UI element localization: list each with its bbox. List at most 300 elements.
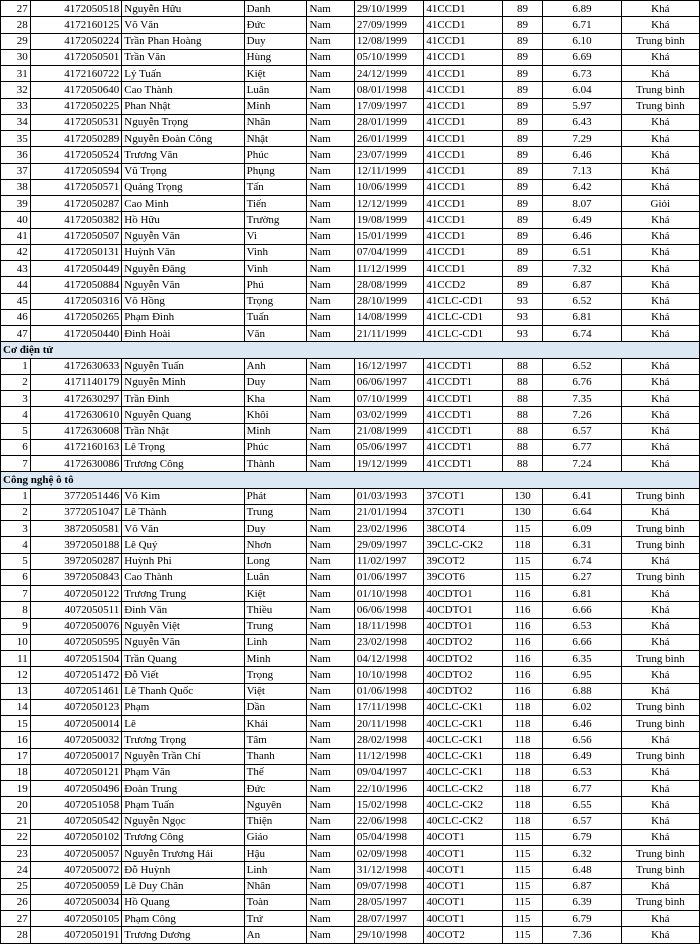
cell-birth-date: 28/05/1997 (354, 894, 423, 910)
table-row (1, 309, 700, 325)
cell-gender: Nam (307, 748, 354, 764)
cell-stt: 28 (1, 17, 31, 33)
cell-gender: Nam (307, 504, 354, 520)
cell-student-id: 4072050076 (30, 618, 122, 634)
cell-rank: Khá (621, 439, 699, 455)
cell-gender: Nam (307, 911, 354, 927)
cell-gender: Nam (307, 196, 354, 212)
cell-birth-date: 29/10/1999 (354, 1, 423, 17)
cell-stt: 35 (1, 131, 31, 147)
cell-last-name: Quảng Trọng (122, 179, 244, 195)
table-row (1, 911, 700, 927)
cell-birth-date: 12/12/1999 (354, 196, 423, 212)
cell-first-name: Trường (244, 212, 307, 228)
cell-credits: 118 (502, 699, 543, 715)
cell-student-id: 4172050287 (30, 196, 122, 212)
cell-gpa: 7.35 (543, 391, 621, 407)
cell-class-code: 41CCD1 (424, 17, 502, 33)
cell-gpa: 6.27 (543, 569, 621, 585)
cell-last-name: Lê Thanh Quốc (122, 683, 244, 699)
cell-gender: Nam (307, 862, 354, 878)
cell-class-code: 41CCDT1 (424, 423, 502, 439)
cell-birth-date: 28/10/1999 (354, 293, 423, 309)
cell-class-code: 40CDTO1 (424, 618, 502, 634)
cell-first-name: Nhân (244, 878, 307, 894)
cell-birth-date: 22/10/1996 (354, 781, 423, 797)
cell-rank: Khá (621, 878, 699, 894)
cell-class-code: 40COT1 (424, 862, 502, 878)
cell-birth-date: 28/07/1997 (354, 911, 423, 927)
cell-last-name: Phạm (122, 699, 244, 715)
cell-student-id: 3772051047 (30, 504, 122, 520)
cell-rank: Trung bình (621, 699, 699, 715)
cell-gpa: 6.79 (543, 829, 621, 845)
cell-gender: Nam (307, 634, 354, 650)
cell-class-code: 41CCDT1 (424, 456, 502, 472)
table-row (1, 781, 700, 797)
cell-gpa: 6.10 (543, 33, 621, 49)
cell-credits: 116 (502, 651, 543, 667)
cell-gpa: 6.42 (543, 179, 621, 195)
cell-birth-date: 29/09/1997 (354, 537, 423, 553)
table-row (1, 66, 700, 82)
cell-stt: 26 (1, 894, 31, 910)
cell-class-code: 40COT1 (424, 894, 502, 910)
cell-gpa: 6.76 (543, 374, 621, 390)
cell-rank: Khá (621, 1, 699, 17)
cell-birth-date: 31/12/1998 (354, 862, 423, 878)
cell-gpa: 6.88 (543, 683, 621, 699)
cell-student-id: 4172630610 (30, 407, 122, 423)
cell-first-name: Vi (244, 228, 307, 244)
cell-last-name: Phạm Đình (122, 309, 244, 325)
table-body (1, 1, 700, 944)
cell-credits: 88 (502, 374, 543, 390)
cell-credits: 115 (502, 553, 543, 569)
cell-gender: Nam (307, 878, 354, 894)
cell-last-name: Đinh Văn (122, 602, 244, 618)
cell-gender: Nam (307, 537, 354, 553)
table-row (1, 261, 700, 277)
cell-gender: Nam (307, 764, 354, 780)
cell-birth-date: 11/12/1998 (354, 748, 423, 764)
cell-gpa: 6.46 (543, 228, 621, 244)
cell-gpa: 6.81 (543, 309, 621, 325)
cell-last-name: Nguyễn Văn (122, 634, 244, 650)
cell-gender: Nam (307, 179, 354, 195)
cell-birth-date: 28/02/1998 (354, 732, 423, 748)
table-row (1, 98, 700, 114)
table-row (1, 196, 700, 212)
cell-stt: 3 (1, 391, 31, 407)
cell-rank: Khá (621, 781, 699, 797)
table-row (1, 244, 700, 260)
cell-student-id: 4072050014 (30, 716, 122, 732)
cell-first-name: An (244, 927, 307, 943)
cell-student-id: 3772051446 (30, 488, 122, 504)
cell-stt: 23 (1, 846, 31, 862)
cell-credits: 115 (502, 911, 543, 927)
cell-first-name: Long (244, 553, 307, 569)
cell-rank: Khá (621, 586, 699, 602)
cell-gender: Nam (307, 846, 354, 862)
cell-first-name: Trung (244, 618, 307, 634)
cell-student-id: 4172050440 (30, 326, 122, 342)
cell-gender: Nam (307, 651, 354, 667)
cell-gpa: 6.57 (543, 813, 621, 829)
cell-rank: Khá (621, 911, 699, 927)
cell-birth-date: 10/10/1998 (354, 667, 423, 683)
cell-first-name: Luân (244, 82, 307, 98)
cell-birth-date: 17/09/1997 (354, 98, 423, 114)
cell-birth-date: 16/12/1997 (354, 358, 423, 374)
cell-student-id: 4072051461 (30, 683, 122, 699)
cell-last-name: Võ Văn (122, 17, 244, 33)
table-row (1, 131, 700, 147)
cell-gender: Nam (307, 391, 354, 407)
cell-stt: 1 (1, 358, 31, 374)
table-row (1, 163, 700, 179)
cell-gpa: 7.26 (543, 407, 621, 423)
cell-last-name: Nguyễn Đăng (122, 261, 244, 277)
table-row (1, 521, 700, 537)
cell-student-id: 4172050501 (30, 49, 122, 65)
cell-rank: Khá (621, 277, 699, 293)
cell-rank: Khá (621, 66, 699, 82)
table-row (1, 391, 700, 407)
cell-stt: 27 (1, 1, 31, 17)
cell-gpa: 6.49 (543, 748, 621, 764)
cell-gender: Nam (307, 456, 354, 472)
cell-stt: 7 (1, 586, 31, 602)
cell-gpa: 6.46 (543, 716, 621, 732)
cell-birth-date: 11/02/1997 (354, 553, 423, 569)
cell-student-id: 4172050449 (30, 261, 122, 277)
cell-gender: Nam (307, 17, 354, 33)
cell-stt: 17 (1, 748, 31, 764)
cell-last-name: Nguyễn Ngọc (122, 813, 244, 829)
cell-stt: 16 (1, 732, 31, 748)
cell-rank: Trung bình (621, 862, 699, 878)
cell-last-name: Cao Minh (122, 196, 244, 212)
cell-stt: 25 (1, 878, 31, 894)
cell-birth-date: 10/06/1999 (354, 179, 423, 195)
cell-credits: 89 (502, 244, 543, 260)
cell-rank: Trung bình (621, 716, 699, 732)
cell-student-id: 4072050057 (30, 846, 122, 862)
cell-rank: Trung bình (621, 488, 699, 504)
cell-gpa: 6.79 (543, 911, 621, 927)
cell-rank: Khá (621, 114, 699, 130)
cell-gender: Nam (307, 894, 354, 910)
cell-birth-date: 26/01/1999 (354, 131, 423, 147)
cell-rank: Khá (621, 927, 699, 943)
cell-first-name: Thanh (244, 748, 307, 764)
cell-birth-date: 23/02/1998 (354, 634, 423, 650)
cell-gender: Nam (307, 488, 354, 504)
cell-first-name: Phú (244, 277, 307, 293)
cell-student-id: 4172050524 (30, 147, 122, 163)
cell-first-name: Vinh (244, 261, 307, 277)
table-row (1, 764, 700, 780)
cell-gpa: 7.36 (543, 927, 621, 943)
cell-rank: Khá (621, 358, 699, 374)
cell-stt: 32 (1, 82, 31, 98)
cell-gpa: 6.81 (543, 586, 621, 602)
cell-stt: 5 (1, 423, 31, 439)
cell-gender: Nam (307, 293, 354, 309)
cell-credits: 89 (502, 179, 543, 195)
cell-student-id: 3872050581 (30, 521, 122, 537)
cell-class-code: 41CLC-CD1 (424, 293, 502, 309)
cell-student-id: 4172050518 (30, 1, 122, 17)
cell-first-name: Tuấn (244, 309, 307, 325)
cell-gpa: 6.53 (543, 764, 621, 780)
cell-gender: Nam (307, 553, 354, 569)
cell-stt: 10 (1, 634, 31, 650)
cell-stt: 36 (1, 147, 31, 163)
cell-credits: 89 (502, 212, 543, 228)
table-row (1, 683, 700, 699)
cell-first-name: Minh (244, 423, 307, 439)
cell-last-name: Trần Nhật (122, 423, 244, 439)
cell-rank: Khá (621, 667, 699, 683)
cell-gpa: 6.77 (543, 439, 621, 455)
cell-gender: Nam (307, 358, 354, 374)
cell-credits: 93 (502, 326, 543, 342)
cell-first-name: Kiệt (244, 586, 307, 602)
table-row (1, 829, 700, 845)
table-row (1, 228, 700, 244)
cell-class-code: 39COT2 (424, 553, 502, 569)
cell-student-id: 3972050843 (30, 569, 122, 585)
cell-stt: 30 (1, 49, 31, 65)
cell-student-id: 4072050059 (30, 878, 122, 894)
cell-class-code: 40CDTO2 (424, 667, 502, 683)
table-row (1, 651, 700, 667)
cell-last-name: Huỳnh Văn (122, 244, 244, 260)
cell-gpa: 6.41 (543, 488, 621, 504)
cell-first-name: Anh (244, 358, 307, 374)
cell-first-name: Trọng (244, 667, 307, 683)
table-row (1, 748, 700, 764)
cell-class-code: 41CCD1 (424, 261, 502, 277)
cell-credits: 118 (502, 748, 543, 764)
cell-last-name: Đinh Hoài (122, 326, 244, 342)
cell-rank: Khá (621, 504, 699, 520)
cell-first-name: Thiện (244, 813, 307, 829)
cell-stt: 42 (1, 244, 31, 260)
cell-gpa: 6.51 (543, 244, 621, 260)
cell-rank: Khá (621, 829, 699, 845)
cell-credits: 89 (502, 66, 543, 82)
cell-gpa: 6.95 (543, 667, 621, 683)
cell-class-code: 40CLC-CK2 (424, 797, 502, 813)
cell-student-id: 4072050191 (30, 927, 122, 943)
cell-credits: 118 (502, 797, 543, 813)
cell-gpa: 6.43 (543, 114, 621, 130)
cell-class-code: 40CDTO2 (424, 651, 502, 667)
cell-class-code: 41CLC-CD1 (424, 309, 502, 325)
cell-gender: Nam (307, 439, 354, 455)
cell-stt: 2 (1, 504, 31, 520)
cell-gender: Nam (307, 781, 354, 797)
cell-student-id: 4172050382 (30, 212, 122, 228)
cell-gender: Nam (307, 586, 354, 602)
cell-credits: 89 (502, 131, 543, 147)
table-row (1, 504, 700, 520)
cell-last-name: Nguyễn Văn (122, 228, 244, 244)
section-header (1, 472, 700, 488)
cell-credits: 88 (502, 358, 543, 374)
cell-last-name: Trần Phan Hoàng (122, 33, 244, 49)
cell-birth-date: 04/12/1998 (354, 651, 423, 667)
cell-stt: 8 (1, 602, 31, 618)
cell-credits: 89 (502, 228, 543, 244)
table-row (1, 732, 700, 748)
cell-last-name: Nguyễn Quang (122, 407, 244, 423)
cell-stt: 45 (1, 293, 31, 309)
cell-gpa: 7.13 (543, 163, 621, 179)
cell-gender: Nam (307, 813, 354, 829)
cell-student-id: 4072050121 (30, 764, 122, 780)
cell-first-name: Minh (244, 651, 307, 667)
cell-gender: Nam (307, 618, 354, 634)
cell-gpa: 6.71 (543, 17, 621, 33)
cell-rank: Khá (621, 309, 699, 325)
cell-first-name: Minh (244, 98, 307, 114)
cell-class-code: 41CCD1 (424, 114, 502, 130)
cell-class-code: 40CDTO2 (424, 634, 502, 650)
cell-last-name: Lê Thành (122, 504, 244, 520)
cell-gpa: 6.48 (543, 862, 621, 878)
cell-credits: 118 (502, 732, 543, 748)
cell-class-code: 41CCD1 (424, 1, 502, 17)
cell-birth-date: 17/11/1998 (354, 699, 423, 715)
cell-class-code: 41CCD1 (424, 147, 502, 163)
cell-gender: Nam (307, 66, 354, 82)
cell-credits: 89 (502, 277, 543, 293)
table-row (1, 358, 700, 374)
cell-credits: 118 (502, 813, 543, 829)
cell-gender: Nam (307, 114, 354, 130)
cell-credits: 115 (502, 569, 543, 585)
table-row (1, 569, 700, 585)
cell-gpa: 6.39 (543, 894, 621, 910)
cell-first-name: Phúc (244, 439, 307, 455)
cell-class-code: 40CLC-CK1 (424, 732, 502, 748)
cell-first-name: Đức (244, 17, 307, 33)
cell-gender: Nam (307, 49, 354, 65)
cell-rank: Khá (621, 732, 699, 748)
table-row (1, 553, 700, 569)
cell-stt: 33 (1, 98, 31, 114)
cell-class-code: 41CCD1 (424, 212, 502, 228)
table-row (1, 927, 700, 943)
cell-rank: Khá (621, 618, 699, 634)
cell-class-code: 41CCD1 (424, 33, 502, 49)
cell-birth-date: 05/04/1998 (354, 829, 423, 845)
cell-birth-date: 21/01/1994 (354, 504, 423, 520)
cell-rank: Khá (621, 423, 699, 439)
table-row (1, 1, 700, 17)
cell-class-code: 40CDTO1 (424, 602, 502, 618)
table-row (1, 49, 700, 65)
cell-student-id: 4172050884 (30, 277, 122, 293)
cell-rank: Trung bình (621, 98, 699, 114)
cell-credits: 115 (502, 829, 543, 845)
cell-class-code: 40CLC-CK1 (424, 764, 502, 780)
cell-student-id: 4072050102 (30, 829, 122, 845)
cell-first-name: Tâm (244, 732, 307, 748)
cell-credits: 116 (502, 683, 543, 699)
cell-birth-date: 15/01/1999 (354, 228, 423, 244)
cell-birth-date: 03/02/1999 (354, 407, 423, 423)
cell-credits: 89 (502, 98, 543, 114)
cell-credits: 116 (502, 602, 543, 618)
cell-last-name: Võ Hồng (122, 293, 244, 309)
cell-last-name: Trương Công (122, 829, 244, 845)
cell-credits: 115 (502, 521, 543, 537)
cell-last-name: Lý Tuấn (122, 66, 244, 82)
cell-student-id: 4072050542 (30, 813, 122, 829)
table-row (1, 602, 700, 618)
cell-first-name: Duy (244, 33, 307, 49)
cell-student-id: 4172160125 (30, 17, 122, 33)
table-row (1, 407, 700, 423)
cell-first-name: Toàn (244, 894, 307, 910)
cell-stt: 4 (1, 407, 31, 423)
cell-last-name: Phan Nhật (122, 98, 244, 114)
cell-first-name: Phúc (244, 147, 307, 163)
cell-class-code: 37COT1 (424, 488, 502, 504)
cell-credits: 118 (502, 781, 543, 797)
cell-student-id: 3972050287 (30, 553, 122, 569)
cell-gender: Nam (307, 927, 354, 943)
cell-last-name: Trương Dương (122, 927, 244, 943)
cell-last-name: Nguyễn Hữu (122, 1, 244, 17)
cell-rank: Khá (621, 212, 699, 228)
cell-last-name: Lê Trọng (122, 439, 244, 455)
cell-birth-date: 28/01/1999 (354, 114, 423, 130)
cell-student-id: 4072050072 (30, 862, 122, 878)
cell-gender: Nam (307, 244, 354, 260)
cell-stt: 1 (1, 488, 31, 504)
cell-rank: Trung bình (621, 537, 699, 553)
cell-class-code: 41CCD1 (424, 131, 502, 147)
cell-first-name: Thiều (244, 602, 307, 618)
cell-student-id: 4072050595 (30, 634, 122, 650)
table-row (1, 846, 700, 862)
cell-stt: 43 (1, 261, 31, 277)
cell-last-name: Huỳnh Phi (122, 553, 244, 569)
cell-class-code: 41CLC-CD1 (424, 326, 502, 342)
cell-rank: Khá (621, 683, 699, 699)
cell-first-name: Khôi (244, 407, 307, 423)
cell-gpa: 6.04 (543, 82, 621, 98)
cell-first-name: Kiệt (244, 66, 307, 82)
cell-student-id: 4172050265 (30, 309, 122, 325)
cell-student-id: 4172630633 (30, 358, 122, 374)
cell-gpa: 5.97 (543, 98, 621, 114)
table-row (1, 147, 700, 163)
cell-first-name: Phát (244, 488, 307, 504)
cell-gpa: 6.53 (543, 618, 621, 634)
cell-credits: 89 (502, 114, 543, 130)
cell-first-name: Đức (244, 781, 307, 797)
cell-class-code: 41CCDT1 (424, 391, 502, 407)
cell-class-code: 40CLC-CK2 (424, 781, 502, 797)
